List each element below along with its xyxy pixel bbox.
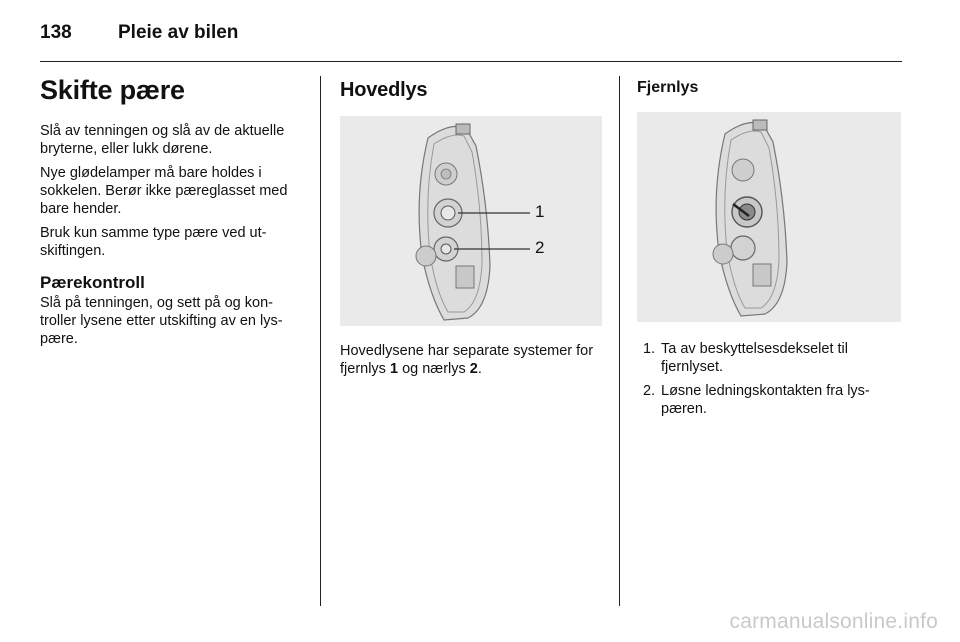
paragraph-bulb-check: Slå på tenningen, og sett på og kon- troller lysene etter utskifting av en lys- pære. (40, 295, 283, 347)
page-number: 138 (40, 22, 72, 43)
list-item (637, 340, 901, 376)
step-number: 1. (643, 341, 656, 357)
column-divider-1 (320, 76, 321, 606)
callout-2: 2 (535, 238, 545, 257)
paragraph-handling: Nye glødelamper må bare holdes i sokkelen. Berør ikke pæreglasset med bare hender. (40, 165, 288, 217)
high-beam-illustration (637, 112, 901, 322)
headlight-figure (340, 116, 602, 326)
paragraph-same-type: Bruk kun samme type pære ved ut- skiftingen. (40, 225, 267, 259)
step-text: Ta av beskyttelsesdekselet til fjernlyset. (661, 341, 848, 375)
caption-text-1: Hovedlysene har separate systemer for fjernlys (340, 343, 594, 377)
column-headlight (340, 72, 602, 384)
subheading-bulb-check: Pærekontroll (40, 273, 145, 292)
high-beam-steps (637, 340, 901, 418)
high-beam-heading: Fjernlys (637, 79, 699, 96)
paragraph-ignition: Slå av tenningen og slå av de aktuelle bryterne, eller lukk dørene. (40, 123, 285, 157)
caption-text-2: og nærlys (398, 361, 470, 377)
caption-ref-2: 2 (469, 361, 478, 377)
step-text: Løsne ledningskontakten fra lys- pæren. (661, 383, 870, 417)
caption-ref-1: 1 (389, 361, 399, 377)
headlight-heading: Hovedlys (340, 79, 428, 101)
section-title: Skifte pære (40, 75, 185, 105)
column-bulb-replacement (40, 72, 308, 354)
column-divider-2 (619, 76, 620, 606)
watermark: carmanualsonline.info (729, 610, 938, 633)
headlight-illustration (340, 116, 602, 326)
high-beam-figure (637, 112, 901, 322)
headlight-caption (340, 342, 602, 378)
column-high-beam (637, 72, 901, 424)
caption-text-3: . (477, 361, 482, 377)
step-number: 2. (643, 383, 656, 399)
chapter-title: Pleie av bilen (118, 22, 239, 43)
header-divider (40, 61, 902, 62)
list-item (637, 382, 901, 418)
callout-1: 1 (535, 202, 545, 221)
